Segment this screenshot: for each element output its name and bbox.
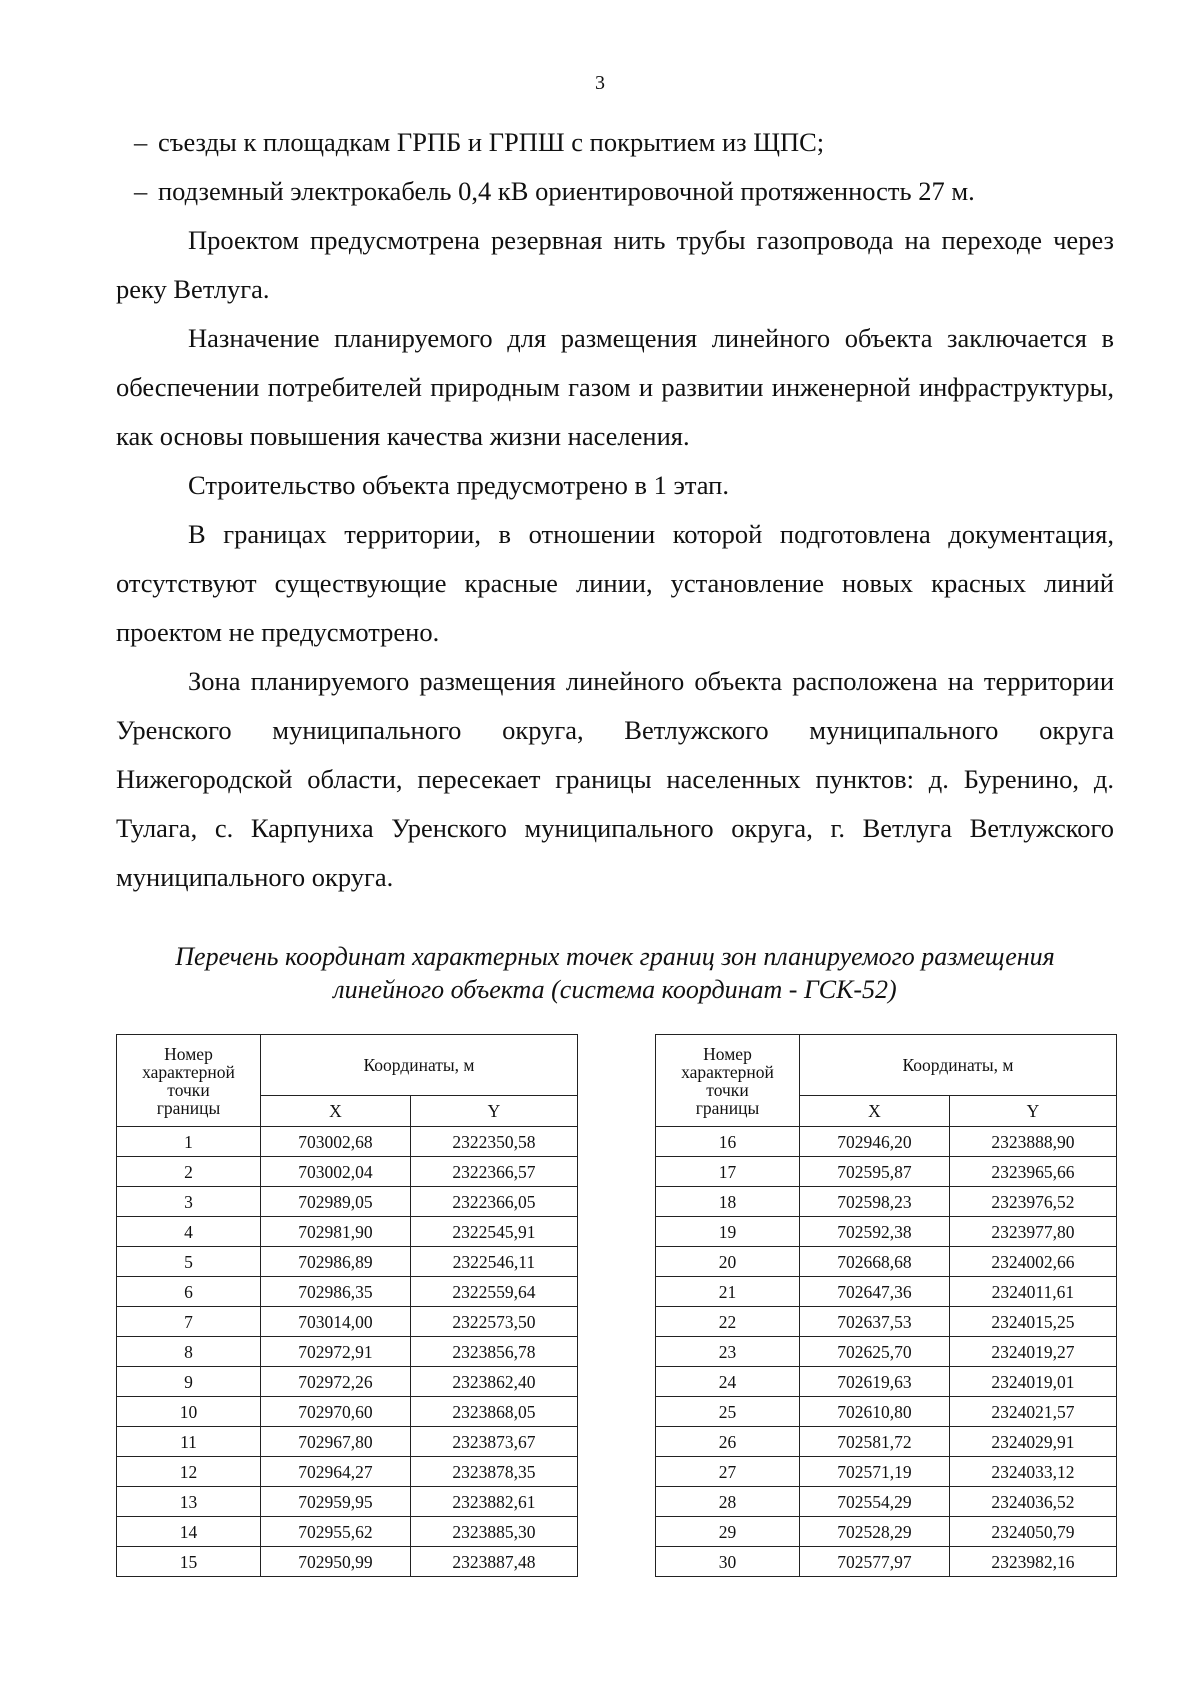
x-coordinate-cell: 702981,90 [261,1217,411,1247]
table-row [656,1187,1117,1217]
point-number-cell: 27 [656,1457,800,1487]
table-row [117,1217,578,1247]
point-number-header [656,1035,800,1127]
y-coordinate-cell: 2324036,52 [949,1487,1116,1517]
point-number-cell: 21 [656,1277,800,1307]
y-coordinate-cell: 2323868,05 [410,1397,577,1427]
y-coordinate-cell: 2322366,57 [410,1157,577,1187]
x-coordinate-cell: 702571,19 [800,1457,950,1487]
x-coordinate-cell: 703002,04 [261,1157,411,1187]
x-coordinate-cell: 702972,91 [261,1337,411,1367]
header-line: Номер [164,1043,213,1064]
table-row [117,1337,578,1367]
header-line: границы [695,1097,760,1118]
table-row [117,1547,578,1577]
point-number-cell: 15 [117,1547,261,1577]
point-number-cell: 11 [117,1427,261,1457]
y-coordinate-cell: 2324029,91 [949,1427,1116,1457]
point-number-cell: 22 [656,1307,800,1337]
x-coordinate-cell: 702950,99 [261,1547,411,1577]
y-coordinate-cell: 2324019,01 [949,1367,1116,1397]
header-line: границы [156,1097,221,1118]
list-item-text: съезды к площадкам ГРПБ и ГРПШ с покрытием из ЩПС; [158,127,825,157]
coordinates-table-right [655,1034,1117,1577]
point-number-cell: 23 [656,1337,800,1367]
x-coordinate-cell: 702967,80 [261,1427,411,1457]
point-number-cell: 28 [656,1487,800,1517]
point-number-cell: 7 [117,1307,261,1337]
y-coordinate-cell: 2324050,79 [949,1517,1116,1547]
y-coordinate-cell: 2323873,67 [410,1427,577,1457]
table-row [656,1307,1117,1337]
table-row [656,1397,1117,1427]
point-number-cell: 19 [656,1217,800,1247]
table-row [656,1457,1117,1487]
x-coordinate-cell: 702625,70 [800,1337,950,1367]
y-coordinate-cell: 2324011,61 [949,1277,1116,1307]
table-row [117,1157,578,1187]
x-coordinate-cell: 702554,29 [800,1487,950,1517]
list-dash: – [134,127,148,157]
table-row [656,1547,1117,1577]
coordinates-table-left [116,1034,578,1577]
body-text [116,118,1114,902]
table-row [117,1277,578,1307]
point-number-cell: 14 [117,1517,261,1547]
y-coordinate-cell: 2323965,66 [949,1157,1116,1187]
table-row [656,1157,1117,1187]
header-line: точки [706,1079,749,1100]
point-number-cell: 30 [656,1547,800,1577]
table-body [117,1127,578,1577]
paragraph-purpose: Назначение планируемого для размещения линейного объекта заключается в обеспечении потребителей природным газом и развитии инженерной инфраструктуры, как основы повышения качества жизни населения. [116,323,1114,451]
table-row [117,1397,578,1427]
x-coordinate-cell: 702610,80 [800,1397,950,1427]
y-coordinate-cell: 2322350,58 [410,1127,577,1157]
point-number-cell: 6 [117,1277,261,1307]
y-coordinate-cell: 2323977,80 [949,1217,1116,1247]
y-coordinate-cell: 2322366,05 [410,1187,577,1217]
table-row [656,1277,1117,1307]
x-coordinate-cell: 702986,35 [261,1277,411,1307]
header-line: характерной [142,1061,235,1082]
y-coordinate-cell: 2324021,57 [949,1397,1116,1427]
table-row [656,1517,1117,1547]
y-coordinate-cell: 2323885,30 [410,1517,577,1547]
table-row [117,1187,578,1217]
x-coordinate-cell: 703014,00 [261,1307,411,1337]
point-number-header [117,1035,261,1127]
point-number-cell: 25 [656,1397,800,1427]
header-line: точки [167,1079,210,1100]
x-coordinate-cell: 702668,68 [800,1247,950,1277]
y-coordinate-cell: 2323888,90 [949,1127,1116,1157]
y-coordinate-cell: 2323882,61 [410,1487,577,1517]
x-coordinate-cell: 702595,87 [800,1157,950,1187]
table-row [117,1487,578,1517]
y-coordinate-cell: 2323976,52 [949,1187,1116,1217]
x-coordinate-cell: 702972,26 [261,1367,411,1397]
table-row [656,1427,1117,1457]
table-row [656,1217,1117,1247]
point-number-cell: 4 [117,1217,261,1247]
table-row [656,1487,1117,1517]
list-item-text: подземный электрокабель 0,4 кВ ориентировочной протяженность 27 м. [158,176,975,206]
x-coordinate-cell: 702619,63 [800,1367,950,1397]
paragraph-reserve-pipe: Проектом предусмотрена резервная нить трубы газопровода на переходе через реку Ветлуга. [116,225,1114,304]
x-coordinate-cell: 702955,62 [261,1517,411,1547]
x-coordinate-cell: 703002,68 [261,1127,411,1157]
x-coordinate-cell: 702577,97 [800,1547,950,1577]
paragraph-stages: Строительство объекта предусмотрено в 1 этап. [188,470,729,500]
table-row [656,1367,1117,1397]
y-coordinate-cell: 2322546,11 [410,1247,577,1277]
coordinates-header: Координаты, м [261,1035,578,1096]
table-caption-line: линейного объекта (система координат - ГСК-52) [333,975,897,1004]
y-coordinate-cell: 2322559,64 [410,1277,577,1307]
x-coordinate-cell: 702647,36 [800,1277,950,1307]
table-row [117,1307,578,1337]
paragraph-red-lines: В границах территории, в отношении которой подготовлена документация, отсутствуют существующие красные линии, установление новых красных линий проектом не предусмотрено. [116,519,1114,647]
point-number-cell: 8 [117,1337,261,1367]
table-body [656,1127,1117,1577]
point-number-cell: 16 [656,1127,800,1157]
list-item [116,167,1114,216]
y-coordinate-cell: 2323878,35 [410,1457,577,1487]
coordinates-header: Координаты, м [800,1035,1117,1096]
x-coordinate-cell: 702989,05 [261,1187,411,1217]
y-coordinate-cell: 2323887,48 [410,1547,577,1577]
point-number-cell: 3 [117,1187,261,1217]
y-header: Y [410,1096,577,1127]
y-coordinate-cell: 2324015,25 [949,1307,1116,1337]
y-header: Y [949,1096,1116,1127]
y-coordinate-cell: 2323982,16 [949,1547,1116,1577]
table-caption [116,940,1114,1006]
y-coordinate-cell: 2322573,50 [410,1307,577,1337]
point-number-cell: 29 [656,1517,800,1547]
y-coordinate-cell: 2323862,40 [410,1367,577,1397]
point-number-cell: 5 [117,1247,261,1277]
point-number-cell: 2 [117,1157,261,1187]
list-dash: – [134,176,148,206]
x-coordinate-cell: 702964,27 [261,1457,411,1487]
list-item [116,118,1114,167]
x-coordinate-cell: 702946,20 [800,1127,950,1157]
header-line: Номер [703,1043,752,1064]
table-row [117,1367,578,1397]
table-row [656,1247,1117,1277]
table-row [117,1127,578,1157]
x-coordinate-cell: 702581,72 [800,1427,950,1457]
y-coordinate-cell: 2324033,12 [949,1457,1116,1487]
point-number-cell: 18 [656,1187,800,1217]
y-coordinate-cell: 2324019,27 [949,1337,1116,1367]
point-number-cell: 10 [117,1397,261,1427]
point-number-cell: 1 [117,1127,261,1157]
x-coordinate-cell: 702986,89 [261,1247,411,1277]
header-line: характерной [681,1061,774,1082]
table-caption-line: Перечень координат характерных точек границ зон планируемого размещения [175,942,1055,971]
x-header: X [261,1096,411,1127]
table-row [117,1247,578,1277]
x-coordinate-cell: 702637,53 [800,1307,950,1337]
x-coordinate-cell: 702970,60 [261,1397,411,1427]
x-header: X [800,1096,950,1127]
point-number-cell: 13 [117,1487,261,1517]
table-row [656,1337,1117,1367]
table-row [117,1427,578,1457]
point-number-cell: 26 [656,1427,800,1457]
point-number-cell: 12 [117,1457,261,1487]
y-coordinate-cell: 2323856,78 [410,1337,577,1367]
x-coordinate-cell: 702592,38 [800,1217,950,1247]
y-coordinate-cell: 2322545,91 [410,1217,577,1247]
point-number-cell: 9 [117,1367,261,1397]
point-number-cell: 24 [656,1367,800,1397]
table-row [656,1127,1117,1157]
table-row [117,1457,578,1487]
table-row [117,1517,578,1547]
point-number-cell: 20 [656,1247,800,1277]
x-coordinate-cell: 702528,29 [800,1517,950,1547]
x-coordinate-cell: 702959,95 [261,1487,411,1517]
page-number: 3 [595,72,605,94]
x-coordinate-cell: 702598,23 [800,1187,950,1217]
paragraph-zone-location: Зона планируемого размещения линейного объекта расположена на территории Уренского муниципального округа, Ветлужского муниципального округа Нижегородской области, пересекает границы населенных пунктов: д. Буренино, д. Тулага, с. Карпуниха Уренского муниципального округа, г. Ветлуга Ветлужского муниципального округа. [116,666,1114,892]
y-coordinate-cell: 2324002,66 [949,1247,1116,1277]
point-number-cell: 17 [656,1157,800,1187]
